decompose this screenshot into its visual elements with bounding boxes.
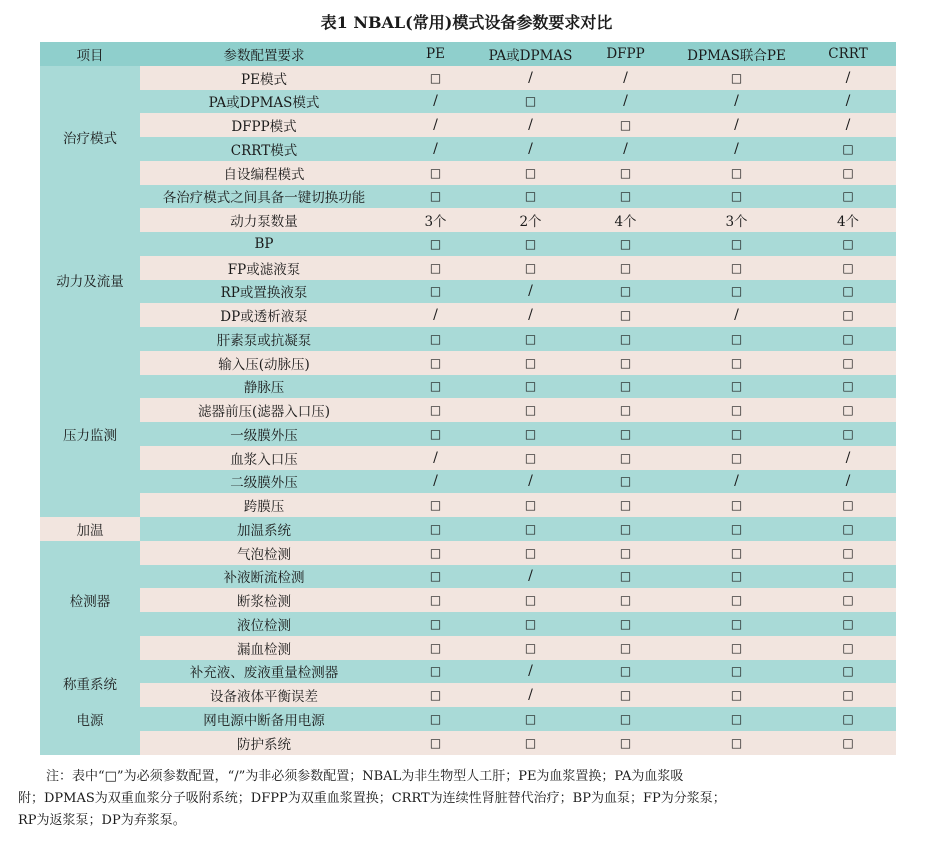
table-row bbox=[40, 422, 896, 446]
optional-slash-cell: / bbox=[483, 683, 578, 707]
param-label-cell: PE模式 bbox=[140, 66, 388, 90]
required-box-icon: □ bbox=[388, 707, 483, 731]
optional-slash-cell: / bbox=[673, 90, 800, 114]
required-box-icon: □ bbox=[578, 707, 673, 731]
value-cell: 3个 bbox=[388, 208, 483, 232]
group-cell: 电源 bbox=[40, 707, 140, 731]
table-row bbox=[40, 707, 896, 731]
required-box-icon: □ bbox=[578, 303, 673, 327]
table-row bbox=[40, 232, 896, 256]
required-box-icon: □ bbox=[800, 612, 896, 636]
table-row bbox=[40, 588, 896, 612]
param-label-cell: 自设编程模式 bbox=[140, 161, 388, 185]
table-body bbox=[40, 66, 896, 755]
required-box-icon: □ bbox=[388, 612, 483, 636]
param-label-cell: 加温系统 bbox=[140, 517, 388, 541]
required-box-icon: □ bbox=[388, 541, 483, 565]
table-row bbox=[40, 517, 896, 541]
required-box-icon: □ bbox=[578, 398, 673, 422]
header-crrt: CRRT bbox=[800, 42, 896, 66]
param-label-cell: DP或透析液泵 bbox=[140, 303, 388, 327]
param-label-cell: 漏血检测 bbox=[140, 636, 388, 660]
required-box-icon: □ bbox=[388, 660, 483, 684]
table-row bbox=[40, 256, 896, 280]
table-row bbox=[40, 493, 896, 517]
required-box-icon: □ bbox=[673, 232, 800, 256]
group-cell: 压力监测 bbox=[40, 351, 140, 517]
required-box-icon: □ bbox=[578, 256, 673, 280]
table-row bbox=[40, 612, 896, 636]
param-label-cell: 血浆入口压 bbox=[140, 446, 388, 470]
required-box-icon: □ bbox=[483, 351, 578, 375]
param-label-cell: 设备液体平衡误差 bbox=[140, 683, 388, 707]
param-label-cell: DFPP模式 bbox=[140, 113, 388, 137]
required-box-icon: □ bbox=[673, 256, 800, 280]
table-row bbox=[40, 683, 896, 707]
param-label-cell: 气泡检测 bbox=[140, 541, 388, 565]
optional-slash-cell: / bbox=[673, 113, 800, 137]
required-box-icon: □ bbox=[483, 707, 578, 731]
value-cell: 2个 bbox=[483, 208, 578, 232]
table-row bbox=[40, 280, 896, 304]
required-box-icon: □ bbox=[483, 731, 578, 755]
required-box-icon: □ bbox=[673, 446, 800, 470]
value-cell: 3个 bbox=[673, 208, 800, 232]
table-row bbox=[40, 541, 896, 565]
table-row bbox=[40, 137, 896, 161]
required-box-icon: □ bbox=[388, 731, 483, 755]
table-note bbox=[18, 766, 918, 832]
optional-slash-cell: / bbox=[800, 66, 896, 90]
required-box-icon: □ bbox=[388, 422, 483, 446]
value-cell: 4个 bbox=[800, 208, 896, 232]
optional-slash-cell: / bbox=[673, 470, 800, 494]
required-box-icon: □ bbox=[578, 612, 673, 636]
param-label-cell: 跨膜压 bbox=[140, 493, 388, 517]
param-label-cell: 补液断流检测 bbox=[140, 565, 388, 589]
required-box-icon: □ bbox=[578, 113, 673, 137]
required-box-icon: □ bbox=[388, 683, 483, 707]
note-line-1: 注：表中“□”为必须参数配置，“/”为非必须参数配置；NBAL为非生物型人工肝；PE为血浆置换；PA为血浆吸 bbox=[46, 769, 684, 784]
optional-slash-cell: / bbox=[483, 280, 578, 304]
optional-slash-cell: / bbox=[483, 113, 578, 137]
required-box-icon: □ bbox=[800, 660, 896, 684]
required-box-icon: □ bbox=[483, 446, 578, 470]
required-box-icon: □ bbox=[578, 446, 673, 470]
required-box-icon: □ bbox=[388, 565, 483, 589]
header-dpmas-pe: DPMAS联合PE bbox=[673, 42, 800, 66]
required-box-icon: □ bbox=[800, 256, 896, 280]
required-box-icon: □ bbox=[388, 398, 483, 422]
required-box-icon: □ bbox=[673, 660, 800, 684]
optional-slash-cell: / bbox=[483, 565, 578, 589]
optional-slash-cell: / bbox=[388, 303, 483, 327]
required-box-icon: □ bbox=[578, 375, 673, 399]
required-box-icon: □ bbox=[483, 493, 578, 517]
required-box-icon: □ bbox=[483, 185, 578, 209]
required-box-icon: □ bbox=[483, 517, 578, 541]
required-box-icon: □ bbox=[578, 683, 673, 707]
required-box-icon: □ bbox=[578, 232, 673, 256]
required-box-icon: □ bbox=[388, 256, 483, 280]
optional-slash-cell: / bbox=[388, 446, 483, 470]
group-cell bbox=[40, 731, 140, 755]
required-box-icon: □ bbox=[578, 185, 673, 209]
required-box-icon: □ bbox=[483, 161, 578, 185]
required-box-icon: □ bbox=[578, 161, 673, 185]
required-box-icon: □ bbox=[673, 422, 800, 446]
group-cell: 称重系统 bbox=[40, 660, 140, 708]
optional-slash-cell: / bbox=[388, 137, 483, 161]
required-box-icon: □ bbox=[800, 517, 896, 541]
required-box-icon: □ bbox=[673, 588, 800, 612]
group-cell: 动力及流量 bbox=[40, 208, 140, 351]
required-box-icon: □ bbox=[483, 541, 578, 565]
required-box-icon: □ bbox=[673, 565, 800, 589]
required-box-icon: □ bbox=[800, 232, 896, 256]
param-label-cell: 二级膜外压 bbox=[140, 470, 388, 494]
required-box-icon: □ bbox=[673, 707, 800, 731]
header-dfpp: DFPP bbox=[578, 42, 673, 66]
required-box-icon: □ bbox=[800, 185, 896, 209]
table-row bbox=[40, 636, 896, 660]
param-label-cell: FP或滤液泵 bbox=[140, 256, 388, 280]
required-box-icon: □ bbox=[578, 660, 673, 684]
required-box-icon: □ bbox=[388, 232, 483, 256]
required-box-icon: □ bbox=[673, 636, 800, 660]
required-box-icon: □ bbox=[673, 398, 800, 422]
required-box-icon: □ bbox=[578, 351, 673, 375]
required-box-icon: □ bbox=[800, 280, 896, 304]
param-label-cell: 静脉压 bbox=[140, 375, 388, 399]
table-row bbox=[40, 327, 896, 351]
table-row bbox=[40, 731, 896, 755]
required-box-icon: □ bbox=[673, 493, 800, 517]
table-row bbox=[40, 660, 896, 684]
table-row bbox=[40, 161, 896, 185]
header-pe: PE bbox=[388, 42, 483, 66]
optional-slash-cell: / bbox=[800, 446, 896, 470]
optional-slash-cell: / bbox=[388, 90, 483, 114]
table-caption: 表1 NBAL(常用)模式设备参数要求对比 bbox=[320, 13, 613, 32]
param-label-cell: 一级膜外压 bbox=[140, 422, 388, 446]
header-pa-dpmas: PA或DPMAS bbox=[483, 42, 578, 66]
table-row bbox=[40, 351, 896, 375]
required-box-icon: □ bbox=[388, 161, 483, 185]
required-box-icon: □ bbox=[388, 66, 483, 90]
required-box-icon: □ bbox=[578, 280, 673, 304]
required-box-icon: □ bbox=[483, 90, 578, 114]
optional-slash-cell: / bbox=[483, 303, 578, 327]
required-box-icon: □ bbox=[800, 636, 896, 660]
table-row bbox=[40, 185, 896, 209]
required-box-icon: □ bbox=[673, 351, 800, 375]
header-row bbox=[40, 42, 896, 66]
required-box-icon: □ bbox=[673, 683, 800, 707]
param-label-cell: 断浆检测 bbox=[140, 588, 388, 612]
param-label-cell: 液位检测 bbox=[140, 612, 388, 636]
optional-slash-cell: / bbox=[388, 470, 483, 494]
group-cell: 治疗模式 bbox=[40, 66, 140, 209]
required-box-icon: □ bbox=[800, 565, 896, 589]
optional-slash-cell: / bbox=[388, 113, 483, 137]
header-item: 项目 bbox=[40, 42, 140, 66]
table-row bbox=[40, 208, 896, 232]
required-box-icon: □ bbox=[673, 612, 800, 636]
param-label-cell: 输入压(动脉压) bbox=[140, 351, 388, 375]
required-box-icon: □ bbox=[673, 375, 800, 399]
required-box-icon: □ bbox=[673, 731, 800, 755]
required-box-icon: □ bbox=[800, 493, 896, 517]
optional-slash-cell: / bbox=[483, 66, 578, 90]
optional-slash-cell: / bbox=[483, 470, 578, 494]
required-box-icon: □ bbox=[578, 470, 673, 494]
required-box-icon: □ bbox=[800, 161, 896, 185]
required-box-icon: □ bbox=[800, 588, 896, 612]
required-box-icon: □ bbox=[483, 327, 578, 351]
required-box-icon: □ bbox=[388, 280, 483, 304]
required-box-icon: □ bbox=[483, 232, 578, 256]
required-box-icon: □ bbox=[800, 303, 896, 327]
note-line-2: 附；DPMAS为双重血浆分子吸附系统；DFPP为双重血浆置换；CRRT为连续性肾脏替代治疗；BP为血泵；FP为分浆泵； bbox=[18, 791, 726, 806]
param-label-cell: 肝素泵或抗凝泵 bbox=[140, 327, 388, 351]
required-box-icon: □ bbox=[673, 161, 800, 185]
required-box-icon: □ bbox=[483, 398, 578, 422]
group-cell: 加温 bbox=[40, 517, 140, 541]
required-box-icon: □ bbox=[578, 588, 673, 612]
optional-slash-cell: / bbox=[800, 90, 896, 114]
required-box-icon: □ bbox=[483, 375, 578, 399]
required-box-icon: □ bbox=[578, 541, 673, 565]
required-box-icon: □ bbox=[673, 517, 800, 541]
required-box-icon: □ bbox=[483, 612, 578, 636]
required-box-icon: □ bbox=[483, 256, 578, 280]
header-param: 参数配置要求 bbox=[140, 42, 388, 66]
required-box-icon: □ bbox=[388, 493, 483, 517]
required-box-icon: □ bbox=[578, 327, 673, 351]
required-box-icon: □ bbox=[483, 588, 578, 612]
required-box-icon: □ bbox=[578, 422, 673, 446]
required-box-icon: □ bbox=[800, 398, 896, 422]
required-box-icon: □ bbox=[578, 731, 673, 755]
required-box-icon: □ bbox=[388, 327, 483, 351]
table-row bbox=[40, 375, 896, 399]
optional-slash-cell: / bbox=[673, 303, 800, 327]
table-row bbox=[40, 470, 896, 494]
optional-slash-cell: / bbox=[578, 137, 673, 161]
optional-slash-cell: / bbox=[483, 137, 578, 161]
optional-slash-cell: / bbox=[800, 470, 896, 494]
required-box-icon: □ bbox=[800, 683, 896, 707]
required-box-icon: □ bbox=[673, 185, 800, 209]
required-box-icon: □ bbox=[388, 185, 483, 209]
optional-slash-cell: / bbox=[800, 113, 896, 137]
required-box-icon: □ bbox=[388, 588, 483, 612]
required-box-icon: □ bbox=[800, 375, 896, 399]
required-box-icon: □ bbox=[673, 541, 800, 565]
param-label-cell: RP或置换液泵 bbox=[140, 280, 388, 304]
required-box-icon: □ bbox=[388, 351, 483, 375]
required-box-icon: □ bbox=[388, 517, 483, 541]
required-box-icon: □ bbox=[673, 327, 800, 351]
required-box-icon: □ bbox=[800, 137, 896, 161]
param-label-cell: BP bbox=[140, 232, 388, 256]
param-label-cell: 滤器前压(滤器入口压) bbox=[140, 398, 388, 422]
optional-slash-cell: / bbox=[578, 66, 673, 90]
required-box-icon: □ bbox=[483, 636, 578, 660]
required-box-icon: □ bbox=[483, 422, 578, 446]
param-label-cell: 防护系统 bbox=[140, 731, 388, 755]
required-box-icon: □ bbox=[578, 517, 673, 541]
optional-slash-cell: / bbox=[578, 90, 673, 114]
required-box-icon: □ bbox=[800, 541, 896, 565]
required-box-icon: □ bbox=[578, 493, 673, 517]
table-row bbox=[40, 565, 896, 589]
param-label-cell: PA或DPMAS模式 bbox=[140, 90, 388, 114]
param-label-cell: 动力泵数量 bbox=[140, 208, 388, 232]
required-box-icon: □ bbox=[578, 565, 673, 589]
required-box-icon: □ bbox=[578, 636, 673, 660]
optional-slash-cell: / bbox=[673, 137, 800, 161]
table-row bbox=[40, 446, 896, 470]
required-box-icon: □ bbox=[800, 422, 896, 446]
table-row bbox=[40, 303, 896, 327]
table-row bbox=[40, 66, 896, 90]
parameter-comparison-table bbox=[40, 42, 896, 755]
table-row bbox=[40, 398, 896, 422]
param-label-cell: CRRT模式 bbox=[140, 137, 388, 161]
required-box-icon: □ bbox=[800, 351, 896, 375]
required-box-icon: □ bbox=[388, 636, 483, 660]
param-label-cell: 各治疗模式之间具备一键切换功能 bbox=[140, 185, 388, 209]
value-cell: 4个 bbox=[578, 208, 673, 232]
required-box-icon: □ bbox=[800, 327, 896, 351]
param-label-cell: 补充液、废液重量检测器 bbox=[140, 660, 388, 684]
group-cell: 检测器 bbox=[40, 541, 140, 660]
required-box-icon: □ bbox=[800, 707, 896, 731]
table-row bbox=[40, 90, 896, 114]
required-box-icon: □ bbox=[673, 280, 800, 304]
note-line-3: RP为返浆泵；DP为弃浆泵。 bbox=[18, 813, 186, 828]
required-box-icon: □ bbox=[673, 66, 800, 90]
required-box-icon: □ bbox=[388, 375, 483, 399]
param-label-cell: 网电源中断备用电源 bbox=[140, 707, 388, 731]
optional-slash-cell: / bbox=[483, 660, 578, 684]
table-row bbox=[40, 113, 896, 137]
required-box-icon: □ bbox=[800, 731, 896, 755]
